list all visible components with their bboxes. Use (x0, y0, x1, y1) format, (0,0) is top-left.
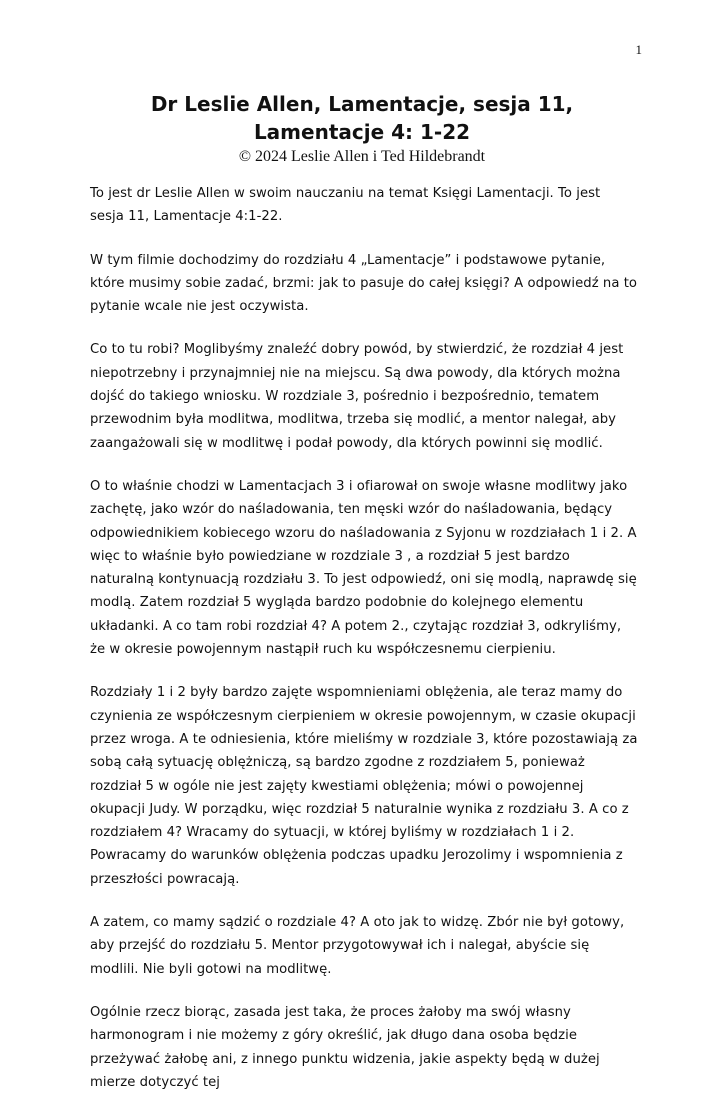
paragraph: W tym filmie dochodzimy do rozdziału 4 „Lamentacje” i podstawowe pytanie, które musimy sobie zadać, brzmi: jak to pasuje do całej księgi? A odpowiedź na to pytanie wcale nie jest oczywista. (90, 252, 638, 315)
paragraph: To jest dr Leslie Allen w swoim nauczaniu na temat Księgi Lamentacji. To jest sesja 11, Lamentacje 4:1-22. (90, 186, 601, 225)
document-title-line-2: Lamentacje 4: 1-22 (253, 120, 471, 144)
paragraph: Rozdziały 1 i 2 były bardzo zajęte wspomnieniami oblężenia, ale teraz mamy do czynienia ze współczesnym cierpieniem w okresie powojennym, w czasie okupacji przez wroga. A te odniesienia, które mieliśmy w rozdziale 3, które pozostawiają za sobą całą sytuację oblężniczą, są bardzo zgodne z rozdziałem 5, ponieważ rozdział 5 w ogóle nie jest zajęty kwestiami oblężenia; mówi o powojennej okupacji Judy. W porządku, więc rozdział 5 naturalnie wynika z rozdziału 3. A co z rozdziałem 4? Wracamy do sytuacji, w której byliśmy w rozdziałach 1 i 2. Powracamy do warunków oblężenia podczas upadku Jerozolimy i wspomnienia z przeszłości powracają. (90, 685, 638, 887)
copyright-line: © 2024 Leslie Allen i Ted Hildebrandt (238, 148, 486, 165)
page-number: 1 (635, 42, 642, 57)
document-body (90, 182, 638, 1114)
paragraph: A zatem, co mamy sądzić o rozdziale 4? A oto jak to widzę. Zbór nie był gotowy, aby przejść do rozdziału 5. Mentor przygotowywał ich i nalegał, abyście się modlili. Nie byli gotowi na modlitwę. (90, 915, 625, 977)
document-title-line-1: Dr Leslie Allen, Lamentacje, sesja 11, (150, 92, 574, 116)
paragraph: O to właśnie chodzi w Lamentacjach 3 i ofiarował on swoje własne modlitwy jako zachętę, jako wzór do naśladowania, ten męski wzór do naśladowania, będący odpowiednikiem kobiecego wzoru do naśladowania z Syjonu w rozdziałach 1 i 2. A więc to właśnie było powiedziane w rozdziale 3 , a rozdział 5 jest bardzo naturalną kontynuacją rozdziału 3. To jest odpowiedź, oni się modlą, naprawdę się modlą. Zatem rozdział 5 wygląda bardzo podobnie do kolejnego elementu układanki. A co tam robi rozdział 4? A potem 2., czytając rozdział 3, odkryliśmy, że w okresie powojennym nastąpił ruch ku współczesnemu cierpieniu. (90, 478, 637, 658)
paragraph: Co to tu robi? Moglibyśmy znaleźć dobry powód, by stwierdzić, że rozdział 4 jest niepotrzebny i przynajmniej nie na miejscu. Są dwa powody, dla których można dojść do takiego wniosku. W rozdziale 3, pośrednio i bezpośrednio, tematem przewodnim była modlitwa, modlitwa, trzeba się modlić, a mentor nalegał, aby zaangażowali się w modlitwę i podał powody, dla których powinni się modlić. (90, 342, 624, 451)
paragraph: Ogólnie rzecz biorąc, zasada jest taka, że proces żałoby ma swój własny harmonogram i nie możemy z góry określić, jak długo dana osoba będzie przeżywać żałobę ani, z innego punktu widzenia, jakie aspekty będą w dużej mierze dotyczyć tej (90, 1004, 600, 1090)
document-header (0, 90, 724, 168)
